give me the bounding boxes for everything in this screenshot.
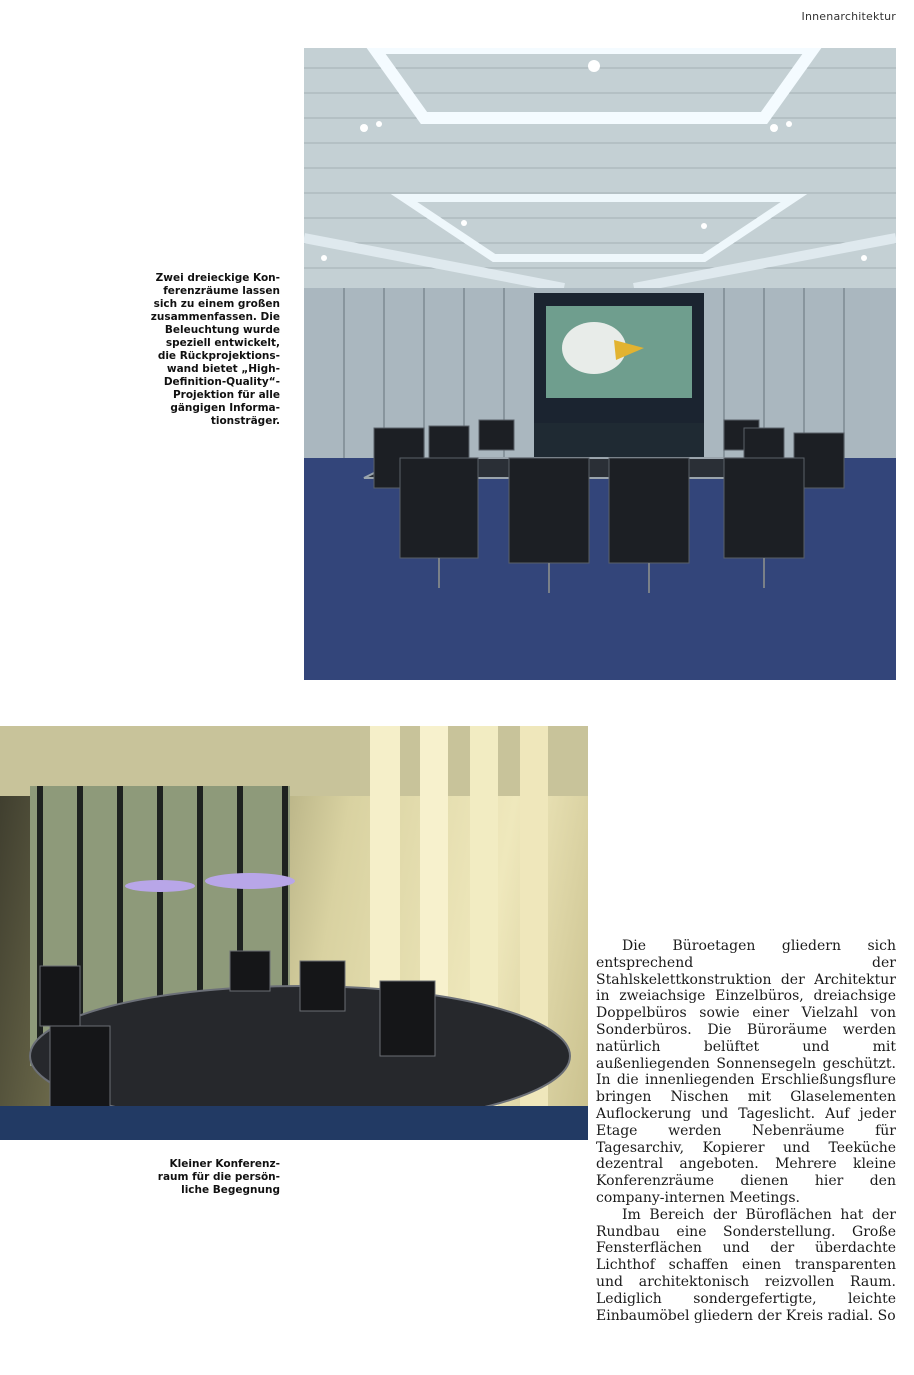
caption-large-conference-room: Zwei dreieckige Kon- ferenzräume lassen sich zu einem großen zusammenfassen. Die Beleuchtung wurde speziell entwickelt, die Rückprojektions- wand bietet „High- Definition-Quality“- Projektion für alle gängigen Informa- tionsträger. — [150, 272, 280, 427]
conference-room-illustration — [304, 48, 896, 680]
small-room-illustration — [0, 726, 588, 1140]
body-paragraph-1: Die Büroetagen gliedern sich entsprechend der Stahlskelettkonstruktion der Architektur in zweiachsige Einzelbüros, dreiachsige Doppelbüros sowie einer Vielzahl von Sonderbüros. Die Büroräume werden natürlich belüftet und mit außenliegenden Sonnensegeln geschützt. In die innenliegenden Erschließungsflure bringen Nischen mit Glaselementen Auflockerung und Tageslicht. Auf jeder Etage werden Nebenräume für Tagesarchiv, Kopierer und Teeküche dezentral angeboten. Mehrere kleine Konferenzräume dienen hier den company-internen Meetings. — [596, 938, 896, 1206]
photo-small-conference-room — [0, 726, 588, 1140]
photo-large-conference-room — [304, 48, 896, 680]
caption-small-conference-room: Kleiner Konferenz- raum für die persön- liche Begegnung — [157, 1158, 280, 1196]
section-header: Innenarchitektur — [801, 10, 896, 23]
body-paragraph-2: Im Bereich der Büroflächen hat der Rundbau eine Sonderstellung. Große Fensterflächen und der überdachte Lichthof schaffen einen transparenten und architektonisch reizvollen Raum. Lediglich sondergefertigte, leichte Einbaumöbel gliedern der Kreis radial. So — [596, 1206, 896, 1324]
article-body — [596, 938, 896, 1324]
